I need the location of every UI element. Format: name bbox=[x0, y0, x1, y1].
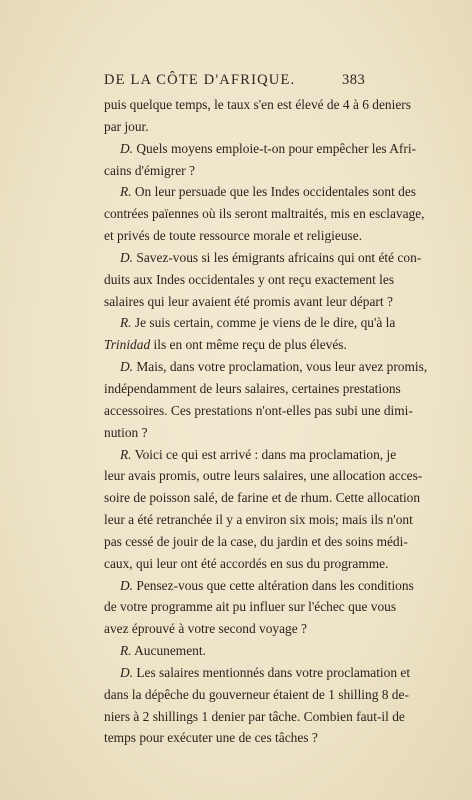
text-line bbox=[104, 444, 397, 466]
text-line bbox=[104, 94, 411, 116]
running-header bbox=[104, 72, 376, 92]
text-line bbox=[104, 706, 405, 728]
line-text: caux, qui leur ont été accordés en sus du programme. bbox=[104, 555, 389, 571]
speaker-label: D. bbox=[120, 140, 134, 156]
line-text: temps pour exécuter une de ces tâches ? bbox=[104, 730, 318, 746]
line-text: Je suis certain, comme je viens de le dire, qu'à la bbox=[131, 315, 396, 331]
text-line bbox=[104, 662, 411, 684]
speaker-label: D. bbox=[120, 249, 134, 265]
line-text: Savez-vous si les émigrants africains qui ont été con- bbox=[133, 249, 422, 265]
speaker-label: D. bbox=[120, 577, 134, 593]
text-line bbox=[104, 684, 409, 706]
text-line bbox=[104, 640, 374, 662]
text-line bbox=[104, 400, 413, 422]
line-text: duits aux Indes occidentales y ont reçu exactement les bbox=[104, 271, 395, 287]
line-text: contrées païennes où ils seront maltraités, mis en esclavage, bbox=[104, 206, 425, 222]
text-line bbox=[104, 116, 374, 138]
text-line bbox=[104, 312, 396, 334]
line-text: accessoires. Ces prestations n'ont-elles pas subi une dimi- bbox=[104, 402, 413, 418]
speaker-label: R. bbox=[120, 643, 132, 659]
text-line bbox=[104, 727, 374, 749]
line-text: pas cessé de jouir de la case, du jardin et des soins médi- bbox=[104, 533, 408, 549]
text-line bbox=[104, 378, 401, 400]
text-line bbox=[104, 247, 422, 269]
line-text: Aucunement. bbox=[131, 643, 206, 659]
line-text: et privés de toute ressource morale et religieuse. bbox=[104, 228, 363, 244]
text-line bbox=[104, 465, 423, 487]
line-text: dans la dépêche du gouverneur étaient de 1 shilling 8 de- bbox=[104, 686, 409, 702]
page-number: 383 bbox=[342, 72, 366, 88]
line-text: par jour. bbox=[104, 118, 149, 134]
line-text: de votre programme ait pu influer sur l'échec que vous bbox=[104, 599, 397, 615]
speaker-label: R. bbox=[120, 446, 132, 462]
text-line bbox=[104, 422, 374, 444]
line-text: indépendamment de leurs salaires, certaines prestations bbox=[104, 380, 401, 396]
text-line bbox=[104, 553, 389, 575]
text-line bbox=[104, 334, 374, 356]
text-line bbox=[104, 269, 395, 291]
text-line bbox=[104, 509, 413, 531]
text-line bbox=[104, 291, 393, 313]
text-line bbox=[104, 225, 374, 247]
line-text: leur avais promis, outre leurs salaires, une allocation acces- bbox=[104, 468, 423, 484]
speaker-label: R. bbox=[120, 315, 132, 331]
text-line bbox=[104, 160, 374, 182]
text-line bbox=[104, 596, 397, 618]
line-text: Pensez-vous que cette altération dans les conditions bbox=[133, 577, 414, 593]
text-line bbox=[104, 138, 417, 160]
speaker-label: D. bbox=[120, 359, 134, 375]
line-text: Les salaires mentionnés dans votre proclamation et bbox=[133, 664, 411, 680]
text-line bbox=[104, 356, 428, 378]
text-line bbox=[104, 531, 408, 553]
text-line bbox=[104, 618, 374, 640]
line-text: niers à 2 shillings 1 denier par tâche. Combien faut-il de bbox=[104, 708, 405, 724]
line-text: nution ? bbox=[104, 424, 148, 440]
speaker-label: R. bbox=[120, 184, 132, 200]
line-text: Mais, dans votre proclamation, vous leur avez promis, bbox=[133, 359, 428, 375]
line-text: soire de poisson salé, de farine et de rhum. Cette allocation bbox=[104, 490, 421, 506]
line-text: avez éprouvé à votre second voyage ? bbox=[104, 621, 307, 637]
line-text: ils en ont même reçu de plus élevés. bbox=[150, 337, 347, 353]
body-text bbox=[104, 94, 428, 749]
running-title: DE LA CÔTE D'AFRIQUE. bbox=[104, 72, 296, 88]
line-text: On leur persuade que les Indes occidentales sont des bbox=[131, 184, 416, 200]
text-line bbox=[104, 181, 416, 203]
text-line bbox=[104, 487, 421, 509]
line-text: salaires qui leur avaient été promis avant leur départ ? bbox=[104, 293, 393, 309]
italic-text: Trinidad bbox=[104, 337, 151, 353]
line-text: puis quelque temps, le taux s'en est élevé de 4 à 6 deniers bbox=[104, 97, 411, 112]
line-text: cains d'émigrer ? bbox=[104, 162, 195, 178]
line-text: Quels moyens emploie-t-on pour empêcher les Afri- bbox=[133, 140, 417, 156]
line-text: Voici ce qui est arrivé : dans ma proclamation, je bbox=[131, 446, 397, 462]
speaker-label: D. bbox=[120, 664, 134, 680]
text-line bbox=[104, 203, 425, 225]
line-text: leur a été retranchée il y a environ six mois; mais ils n'ont bbox=[104, 512, 413, 528]
text-line bbox=[104, 575, 414, 597]
